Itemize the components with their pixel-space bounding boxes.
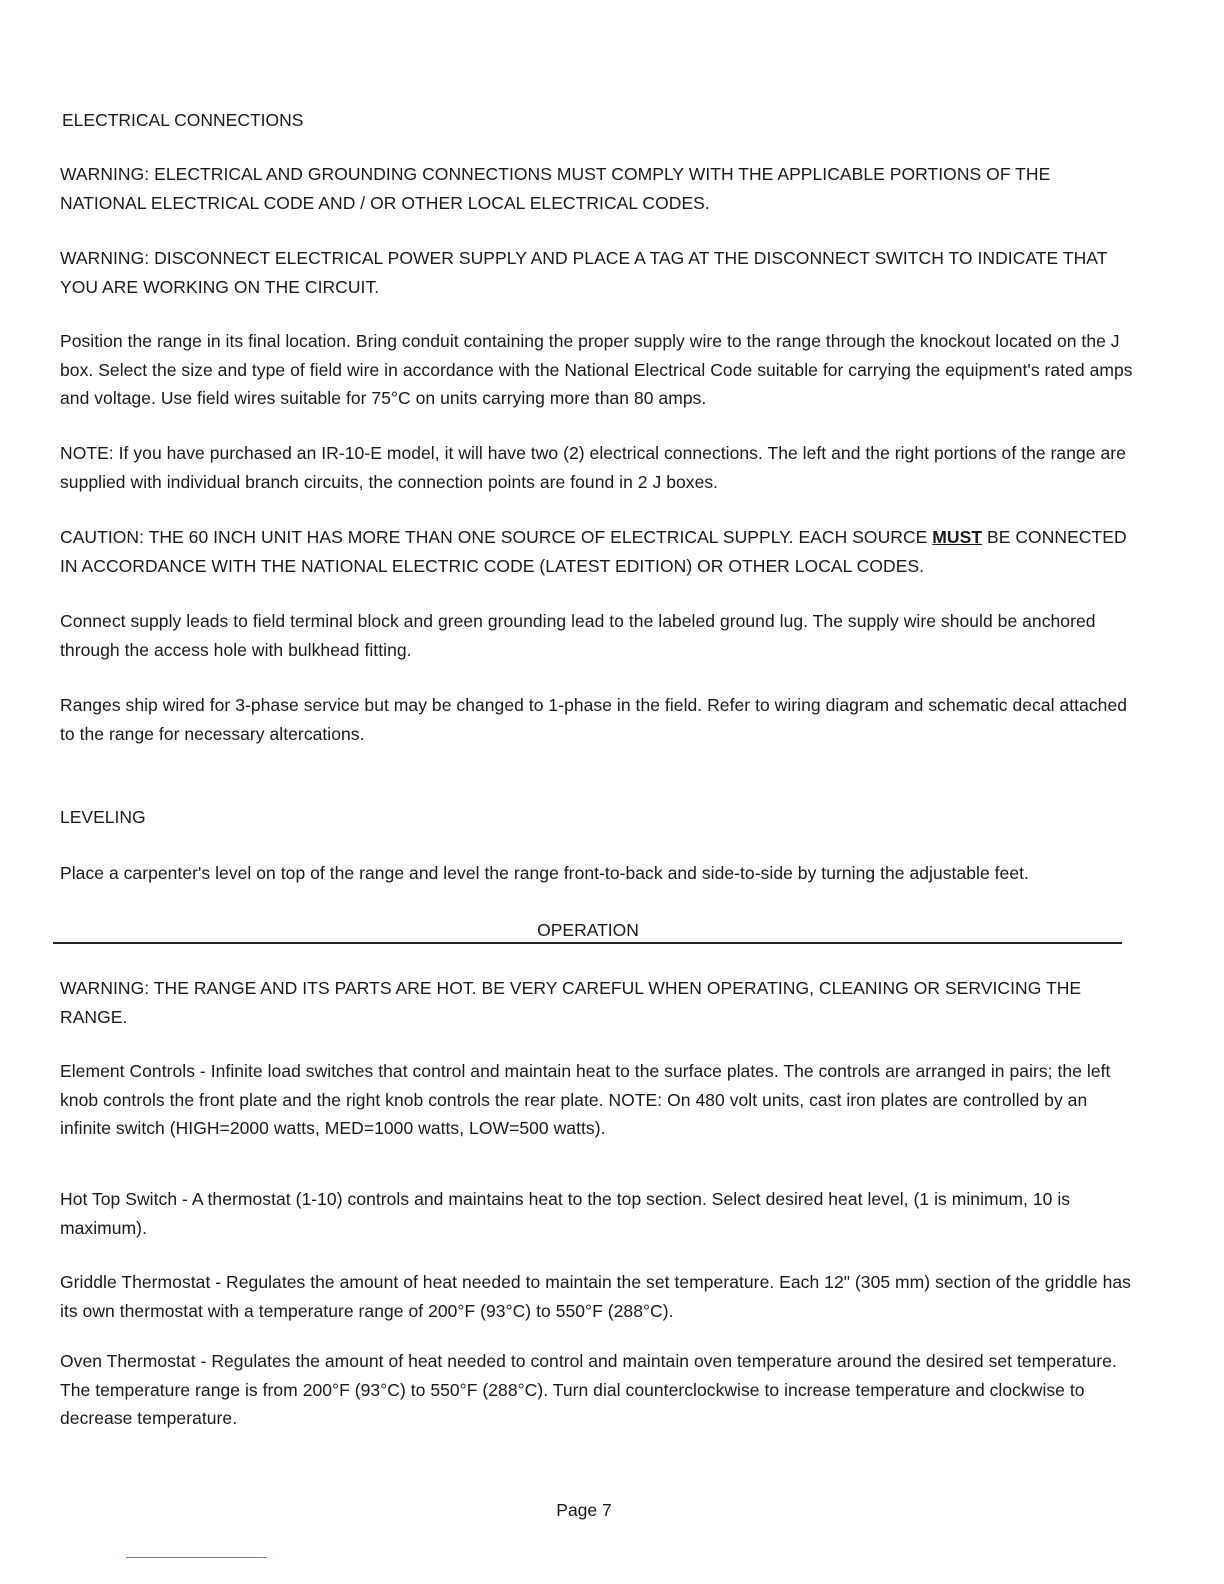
electrical-connections-heading: ELECTRICAL CONNECTIONS <box>62 110 304 130</box>
operation-hot-warning: WARNING: THE RANGE AND ITS PARTS ARE HOT. BE VERY CAREFUL WHEN OPERATING, CLEANING OR SERVICING THE RANGE. <box>60 978 1082 1027</box>
footer-decorative-line <box>126 1557 267 1558</box>
leveling-heading: LEVELING <box>60 807 146 827</box>
operation-divider-line <box>53 942 1122 944</box>
oven-thermostat-paragraph: Oven Thermostat - Regulates the amount of heat needed to control and maintain oven temperature around the desired set temperature. The temperature range is from 200°F (93°C) to 550°F (288°C). Turn dial counterclockwise to increase temperature and clockwise to decrease temperature. <box>60 1351 1117 1428</box>
leveling-instructions-paragraph: Place a carpenter's level on top of the range and level the range front-to-back and side-to-side by turning the adjustable feet. <box>60 863 1029 883</box>
caution-60-inch-paragraph <box>60 523 1135 580</box>
element-controls-paragraph: Element Controls - Infinite load switches that control and maintain heat to the surface plates. The controls are arranged in pairs; the left knob controls the front plate and the right knob controls the rear plate. NOTE: On 480 volt units, cast iron plates are controlled by an infinite switch (HIGH=2000 watts, MED=1000 watts, LOW=500 watts). <box>60 1061 1111 1138</box>
connect-supply-leads-paragraph: Connect supply leads to field terminal block and green grounding lead to the labeled ground lug. The supply wire should be anchored through the access hole with bulkhead fitting. <box>60 611 1096 660</box>
hot-top-switch-paragraph: Hot Top Switch - A thermostat (1-10) controls and maintains heat to the top section. Select desired heat level, (1 is minimum, 10 is maximum). <box>60 1189 1071 1238</box>
electrical-warning-disconnect-power: WARNING: DISCONNECT ELECTRICAL POWER SUPPLY AND PLACE A TAG AT THE DISCONNECT SWITCH TO INDICATE THAT YOU ARE WORKING ON THE CIRCUIT. <box>60 248 1108 297</box>
phase-wiring-paragraph: Ranges ship wired for 3-phase service but may be changed to 1-phase in the field. Refer to wiring diagram and schematic decal attached to the range for necessary altercations. <box>60 695 1128 744</box>
position-range-paragraph: Position the range in its final location. Bring conduit containing the proper supply wire to the range through the knockout located on the J box. Select the size and type of field wire in accordance with the National Electrical Code suitable for carrying the equipment's rated amps and voltage. Use field wires suitable for 75°C on units carrying more than 80 amps. <box>60 331 1133 408</box>
electrical-warning-code-compliance: WARNING: ELECTRICAL AND GROUNDING CONNECTIONS MUST COMPLY WITH THE APPLICABLE PORTIONS OF THE NATIONAL ELECTRICAL CODE AND / OR OTHER LOCAL ELECTRICAL CODES. <box>60 164 1051 213</box>
operation-heading: OPERATION <box>537 920 639 940</box>
griddle-thermostat-paragraph: Griddle Thermostat - Regulates the amount of heat needed to maintain the set temperature. Each 12" (305 mm) section of the griddle has its own thermostat with a temperature range of 200°F (93°C) to 550°F (288°C). <box>60 1272 1131 1321</box>
ir-10-e-note-paragraph: NOTE: If you have purchased an IR-10-E model, it will have two (2) electrical connections. The left and the right portions of the range are supplied with individual branch circuits, the connection points are found in 2 J boxes. <box>60 443 1126 492</box>
caution-must-emphasis: MUST <box>932 527 983 547</box>
page-number: Page 7 <box>556 1500 612 1520</box>
caution-text-after: BE CONNECTED IN ACCORDANCE WITH THE NATIONAL ELECTRIC CODE (LATEST EDITION) OR OTHER LOCAL CODES. <box>60 527 1127 576</box>
caution-text-before: CAUTION: THE 60 INCH UNIT HAS MORE THAN ONE SOURCE OF ELECTRICAL SUPPLY. EACH SOURCE <box>60 527 933 547</box>
